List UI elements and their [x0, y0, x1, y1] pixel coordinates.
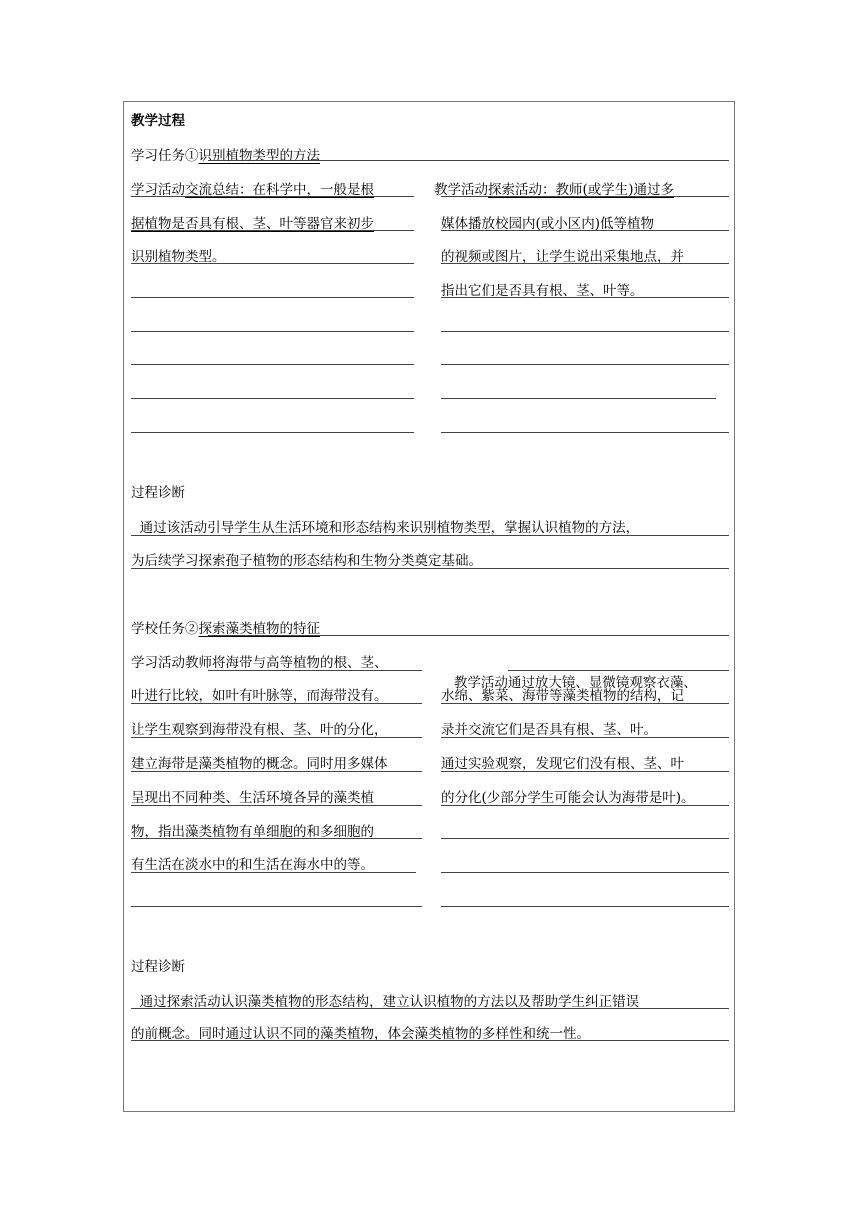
task2-left-rule-5: [131, 805, 422, 806]
task2-left-line-2: 叶进行比较，如叶有叶脉等，而海带没有。: [131, 688, 388, 704]
diag2-line-1: 通过探索活动认识藻类植物的形态结构，建立认识植物的方法以及帮助学生纠正错误: [131, 994, 640, 1010]
task2-right-rule-8: [441, 906, 729, 907]
task2-left-rule-6: [131, 838, 422, 839]
task1-left-text-1: 交流总结：在科学中，一般是根: [185, 182, 374, 198]
diag1-line-1: 通过该活动引导学生从生活环境和形态结构来识别植物类型，掌握认识植物的方法，: [131, 520, 640, 536]
task2-left-line-7: 有生活在淡水中的和生活在海水中的等。: [131, 857, 374, 873]
task1-right-rule-5: [441, 331, 729, 332]
task1-right-line-1: [434, 180, 674, 200]
task2-right-rule-2: [441, 703, 729, 704]
task2-left-rule-3: [131, 737, 422, 738]
task2-right-rule-3: [441, 737, 729, 738]
task1-title: 识别植物类型的方法: [198, 148, 320, 164]
task2-left-line-6: 物，指出藻类植物有单细胞的和多细胞的: [131, 824, 374, 840]
task2-left-line-3: 让学生观察到海带没有根、茎、叶的分化，: [131, 722, 388, 738]
task1-left-rule-4: [131, 297, 414, 298]
task1-right-rule-6: [441, 364, 729, 365]
task1-title-row: [131, 146, 320, 166]
task1-label: 学习任务①: [131, 148, 199, 164]
section-heading: 教学过程: [131, 113, 185, 129]
diag2-line-2: 的前概念。同时通过认识不同的藻类植物，体会藻类植物的多样性和统一性。: [131, 1026, 590, 1042]
task1-right-line-4: 指出它们是否具有根、茎、叶等。: [441, 283, 644, 299]
task1-left-line-3: 识别植物类型。: [131, 249, 226, 265]
task1-right-rule-2: [441, 230, 729, 231]
task1-left-prefix: 学习活动: [131, 182, 185, 198]
task2-title: 探索藻类植物的特征: [198, 621, 320, 637]
task2-left-rule-4: [131, 771, 422, 772]
task2-right-rule-1: [508, 670, 729, 671]
task1-left-line-2: 据植物是否具有根、茎、叶等器官来初步: [131, 216, 374, 232]
task1-left-rule-7: [131, 398, 414, 399]
task2-title-underline: [208, 635, 729, 636]
task1-right-text-1: 探索活动：教师(或学生)通过多: [488, 182, 675, 198]
diag2-label: 过程诊断: [131, 959, 185, 975]
diag1-line-2: 为后续学习探索孢子植物的形态结构和生物分类奠定基础。: [131, 553, 482, 569]
task2-left-line-5: 呈现出不同种类、生活环境各异的藻类植: [131, 790, 374, 806]
task2-right-line-5: 的分化(少部分学生可能会认为海带是叶)。: [441, 790, 695, 806]
task2-left-prefix: 学习活动: [131, 655, 185, 671]
task2-left-rule-1: [208, 670, 422, 671]
task2-right-line-3: 录并交流它们是否具有根、茎、叶。: [441, 722, 657, 738]
task2-right-prefix: 教学活动: [449, 675, 508, 691]
diag2-rule-2: [131, 1040, 729, 1041]
task1-left-rule-1: [131, 196, 414, 197]
task2-right-rule-7: [441, 872, 729, 873]
task1-right-rule-1: [441, 196, 729, 197]
task1-left-rule-8: [131, 432, 414, 433]
task1-left-rule-5: [131, 331, 414, 332]
task2-left-line-4: 建立海带是藻类植物的概念。同时用多媒体: [131, 756, 388, 772]
diag1-rule-1: [131, 535, 729, 536]
task1-right-line-2: 媒体播放校园内(或小区内)低等植物: [441, 216, 655, 232]
task2-right-line-4: 通过实验观察，发现它们没有根、茎、叶: [441, 756, 684, 772]
task1-left-rule-2: [131, 230, 414, 231]
task2-right-text-1: 通过放大镜、显微镜观察衣藻、: [507, 675, 697, 691]
task2-title-row: [131, 619, 320, 639]
task1-left-rule-3: [131, 263, 414, 264]
task1-right-rule-8: [441, 432, 729, 433]
task2-left-text-1: 教师将海带与高等植物的根、茎、: [185, 655, 388, 671]
task2-right-rule-5: [441, 805, 729, 806]
task2-left-rule-2: [131, 703, 422, 704]
task1-right-rule-3: [441, 263, 729, 264]
diag1-rule-2: [131, 568, 729, 569]
task2-left-rule-8: [131, 906, 422, 907]
task1-title-underline: [208, 160, 729, 161]
task2-right-rule-6: [441, 838, 729, 839]
task1-right-rule-7: [441, 398, 716, 399]
diag2-rule-1: [131, 1008, 729, 1009]
task2-right-rule-4: [441, 771, 729, 772]
task1-right-line-3: 的视频或图片，让学生说出采集地点，并: [441, 249, 684, 265]
task1-left-line-1: [131, 180, 374, 200]
task1-right-rule-4: [441, 297, 729, 298]
task2-left-rule-7: [131, 872, 416, 873]
task1-left-rule-6: [131, 364, 414, 365]
diag1-label: 过程诊断: [131, 485, 185, 501]
task2-label: 学校任务②: [131, 621, 199, 637]
task1-right-prefix: 教学活动: [434, 182, 488, 198]
task2-right-line-2: 水绵、紫菜、海带等藻类植物的结构，记: [441, 688, 684, 704]
